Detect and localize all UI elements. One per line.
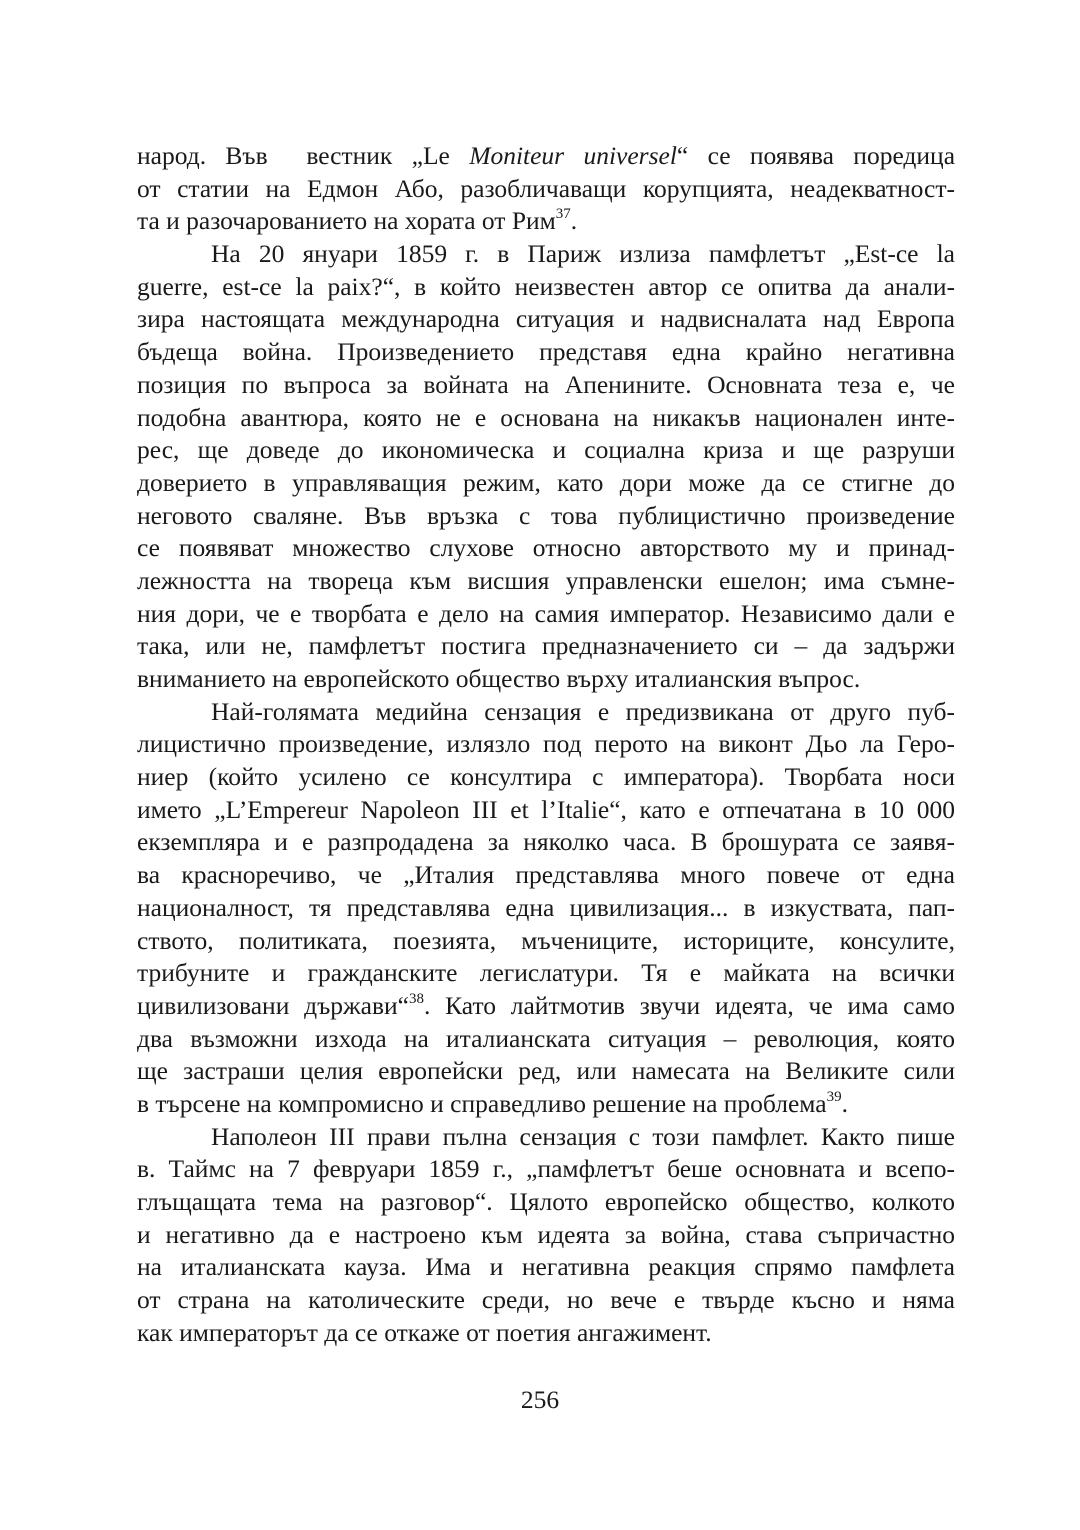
text-line bbox=[137, 761, 955, 794]
footnote-ref: 38 bbox=[408, 990, 424, 1007]
text-run: та и разочарованието на хората от Рим bbox=[137, 206, 556, 236]
text-line bbox=[137, 1088, 955, 1121]
text-line bbox=[137, 1317, 955, 1350]
text-run: в търсене на компромисно и справедливо решение на проблема bbox=[137, 1088, 827, 1118]
text-run: guerre, est-ce la paix?“, в който неизвестен автор се опитва да анали- bbox=[137, 271, 955, 301]
text-line bbox=[137, 402, 955, 435]
text-run: бъдеща война. Произведението представя една крайно негативна bbox=[137, 337, 955, 367]
text-line bbox=[137, 1153, 955, 1186]
text-line bbox=[137, 336, 955, 369]
text-line bbox=[137, 728, 955, 761]
text-run: се появяват множество слухове относно авторството му и принад- bbox=[137, 533, 955, 563]
text-run: позиция по въпроса за войната на Апенините. Основната теза е, че bbox=[137, 369, 955, 399]
text-line bbox=[137, 1055, 955, 1088]
text-line bbox=[137, 205, 955, 238]
text-line bbox=[137, 1023, 955, 1056]
text-line bbox=[137, 957, 955, 990]
text-line bbox=[137, 303, 955, 336]
text-line bbox=[137, 1219, 955, 1252]
text-line bbox=[137, 696, 955, 729]
text-line bbox=[137, 271, 955, 304]
text-run: лежността на твореца към висшия управленски ешелон; има съмне- bbox=[137, 565, 955, 595]
text-line bbox=[137, 532, 955, 565]
text-line bbox=[137, 500, 955, 533]
text-run: народ. Във вестник „Le bbox=[137, 141, 470, 170]
text-line bbox=[137, 565, 955, 598]
text-line bbox=[137, 794, 955, 827]
text-run: подобна авантюра, която не е основана на никакъв национален инте- bbox=[137, 402, 955, 432]
text-line bbox=[137, 1121, 955, 1154]
text-line bbox=[137, 238, 955, 271]
text-run: ния дори, че е творбата е дело на самия император. Независимо дали е bbox=[137, 598, 955, 628]
text-run: как императорът да се откаже от поетия ангажимент. bbox=[137, 1317, 712, 1347]
text-run: . Като лайтмотив звучи идеята, че има само bbox=[423, 990, 955, 1020]
text-line bbox=[137, 173, 955, 206]
text-line bbox=[137, 1186, 955, 1219]
text-line bbox=[137, 1251, 955, 1284]
text-run: ще застраши целия европейски ред, или намесата на Великите сили bbox=[137, 1056, 955, 1086]
text-run: от страна на католическите среди, но вече е твърде късно и няма bbox=[137, 1285, 955, 1315]
text-run: доверието в управляващия режим, като дори може да се стигне до bbox=[137, 467, 955, 497]
text-run: екземпляра и е разпродадена за няколко часа. В брошурата се заявя- bbox=[137, 827, 955, 857]
page-number: 256 bbox=[520, 1385, 560, 1414]
text-run: На 20 януари 1859 г. в Париж излиза памфлетът „Est-ce la bbox=[211, 239, 955, 269]
text-run: Най-голямата медийна сензация е предизвикана от друго пуб- bbox=[211, 696, 955, 726]
text-run: Moniteur universel bbox=[469, 141, 677, 170]
text-line bbox=[137, 859, 955, 892]
text-run: така, или не, памфлетът постига предназначението си – да задържи bbox=[137, 631, 955, 661]
text-run: трибуните и гражданските легислатури. Тя е майката на всички bbox=[137, 958, 955, 988]
text-run: ството, политиката, поезията, мъчениците, историците, консулите, bbox=[137, 925, 955, 955]
text-run: на италианската кауза. Има и негативна реакция спрямо памфлета bbox=[137, 1252, 955, 1282]
text-run: цивилизовани държави“ bbox=[137, 990, 409, 1020]
footnote-ref: 39 bbox=[826, 1088, 842, 1105]
text-run: зира настоящата международна ситуация и надвисналата над Европа bbox=[137, 304, 955, 334]
text-line bbox=[137, 925, 955, 958]
text-run: от статии на Едмон Або, разобличаващи корупцията, неадекватност- bbox=[137, 173, 955, 203]
text-run: в. Таймс на 7 февруари 1859 г., „памфлетът беше основната и всепо- bbox=[137, 1154, 955, 1184]
text-run: името „L’Empereur Napoleon III et l’Italie“, като е отпечатана в 10 000 bbox=[137, 794, 955, 824]
text-run: . bbox=[570, 206, 578, 236]
text-line bbox=[137, 598, 955, 631]
text-line bbox=[137, 630, 955, 663]
text-run: . bbox=[841, 1088, 848, 1118]
text-run: ниер (който усилено се консултира с императора). Творбата носи bbox=[137, 762, 955, 792]
text-line bbox=[137, 434, 955, 467]
text-line bbox=[137, 369, 955, 402]
text-run: ва красноречиво, че „Италия представлява много повече от една bbox=[137, 860, 955, 890]
body-text bbox=[137, 140, 955, 1349]
text-run: и негативно да е настроено към идеята за война, става съпричастно bbox=[137, 1219, 955, 1249]
text-line bbox=[137, 1284, 955, 1317]
text-line bbox=[137, 140, 955, 173]
text-line bbox=[137, 990, 955, 1023]
text-line bbox=[137, 892, 955, 925]
text-line bbox=[137, 467, 955, 500]
text-run: неговото сваляне. Във връзка с това публицистично произведение bbox=[137, 500, 955, 530]
footnote-ref: 37 bbox=[555, 206, 571, 223]
text-run: глъщащата тема на разговор“. Цялото европейско общество, колкото bbox=[137, 1187, 955, 1216]
text-run: рес, ще доведе до икономическа и социална криза и ще разруши bbox=[137, 435, 955, 465]
text-run: националност, тя представлява една цивилизация... в изкуствата, пап- bbox=[137, 892, 955, 922]
text-run: “ се появява поредица bbox=[676, 141, 956, 170]
text-run: Наполеон III прави пълна сензация с този памфлет. Както пише bbox=[211, 1121, 955, 1151]
text-run: лицистично произведение, излязло под перото на виконт Дьо ла Геро- bbox=[137, 729, 955, 759]
text-run: вниманието на европейското общество върху италианския въпрос. bbox=[137, 664, 861, 693]
text-run: два възможни изхода на италианската ситуация – революция, която bbox=[137, 1023, 955, 1053]
text-line bbox=[137, 826, 955, 859]
text-line bbox=[137, 663, 955, 696]
